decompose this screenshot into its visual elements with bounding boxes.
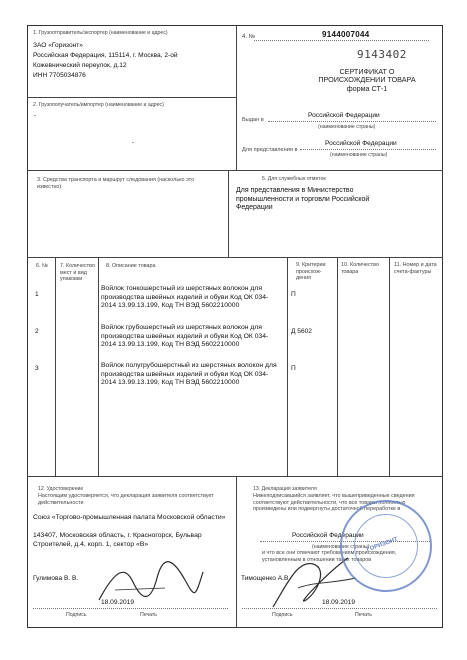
box12-signer: Гулимова В. В.: [33, 575, 79, 582]
divider-box2-box3: [27, 170, 443, 171]
col-header-packages: 7. Количество мест и вид упаковки: [60, 263, 95, 283]
box13-tail: и что все они отвечают требованиям происхождения, установленным в отношении таких товаров: [262, 550, 397, 563]
box13-signer: Тимощенко А.В.: [241, 575, 291, 582]
box12-description: Настоящим удостоверяется, что декларация заявителя соответствует действительности: [38, 493, 214, 506]
box12-address: 143407, Московская область, г. Красногорск, Бульвар Строителей, д.4, корп. 1, сектор «В»: [33, 532, 202, 548]
col-header-quantity: 10. Количество товара: [341, 262, 379, 275]
box13-sign-hint: Подпись: [272, 612, 293, 618]
present-label: Для представления в: [242, 147, 298, 153]
box5-text: Для представления в Министерство промышленности и торговли Российской Федерации: [236, 187, 370, 212]
box5-label: 5. Для служебных отметок: [262, 176, 326, 182]
box4-number-label: 4. №: [242, 34, 256, 40]
box12-date: 18.09.2019: [101, 599, 135, 606]
box13-stamp-hint: Печать: [355, 612, 372, 618]
box2-mark-2: -: [132, 139, 135, 146]
col-header-number: 6. №: [36, 263, 48, 269]
box12-stamp-hint: Печать: [140, 612, 157, 618]
present-dotted-line: [300, 149, 436, 150]
box1-line-4: ИНН 7705034876: [33, 72, 86, 79]
certificate-title: СЕРТИФИКАТ О ПРОИСХОЖДЕНИИ ТОВАРА форма СТ-1: [318, 67, 416, 93]
col-header-description: 8. Описание товара: [106, 263, 156, 269]
box1-label: 1. Грузоотправитель/экспортер (наименование и адрес): [33, 30, 168, 36]
col-divider-10: [337, 257, 338, 476]
col-divider-9: [287, 257, 288, 476]
box2-label: 2. Грузополучатель/импортер (наименование и адрес): [33, 102, 164, 108]
issued-country-hint: (наименование страны): [318, 124, 376, 130]
col-divider-11: [389, 257, 390, 476]
box13-description: Нижеподписавшийся заявляет, что вышеприведенные сведения соответствуют действительности, что все товары полностью произведены или подвергнуты достаточной переработке в: [253, 493, 415, 513]
present-country: Российской Федерации: [325, 140, 397, 147]
stamp-label: ГОРИЗОНТ: [365, 536, 399, 554]
row-2-number: 2: [35, 328, 39, 335]
box13-country: Российской Федерации: [292, 532, 364, 539]
divider-goods-box12: [27, 476, 443, 477]
box1-line-3: Кожевнический переулок, д.12: [33, 62, 127, 69]
box1-line-1: ЗАО «Горизонт»: [33, 42, 83, 49]
box12-sign-hint: Подпись: [66, 612, 87, 618]
row-2-description: Войлок грубошерстный из шерстяных волокон для производства швейных изделий и обуви Код ОК 034-2014 13.99.13.199, Код ТН ВЭД 5602210000: [101, 324, 269, 349]
divider-box3-box5: [228, 170, 229, 257]
row-3-number: 3: [35, 365, 39, 372]
row-3-criterion: П: [291, 365, 296, 372]
col-divider-7: [55, 257, 56, 476]
box13-country-hint: (наименование страны): [312, 544, 370, 550]
divider-box1-box2: [27, 97, 236, 98]
row-3-description: Войлок полугрубошерстный из шерстяных волокон для производства швейных изделий и обуви Код ОК 034-2014 13.99.13.199, Код ТН ВЭД 5602210000: [101, 362, 277, 387]
row-2-criterion: Д 5602: [291, 328, 312, 335]
divider-top-vertical: [236, 25, 237, 170]
box13-date: 18.09.2019: [322, 599, 356, 606]
col-header-criteria: 9. Критерии происхож-дения: [296, 262, 326, 282]
row-1-number: 1: [35, 291, 39, 298]
company-stamp: [340, 500, 432, 592]
row-1-description: Войлок тонкошерстный из шерстяных волокон для производства швейных изделий и обуви Код ОК 034-2014 13.99.13.199, Код ТН ВЭД 5602210000: [101, 285, 269, 310]
divider-box3-goods: [27, 257, 443, 258]
divider-box12-box13: [236, 476, 237, 628]
serial-number: 9144007044: [322, 30, 370, 39]
box13-label: 13. Декларация заявителя: [253, 486, 317, 492]
issued-label: Выдан в: [242, 117, 264, 123]
box3-label: 3. Средства транспорта и маршрут следования (насколько это известно): [37, 177, 195, 190]
box12-label: 12. Удостоверение: [38, 486, 84, 492]
signature-chamber: [95, 560, 205, 610]
serial-dotted-line: [254, 40, 429, 41]
col-divider-8: [98, 257, 99, 476]
issued-dotted-line: [268, 121, 436, 122]
col-header-invoice: 11. Номер и дата счета-фактуры: [394, 262, 437, 275]
issued-country: Российской Федерации: [308, 112, 380, 119]
box1-line-2: Российская Федерация, 115114, г. Москва, 2-ой: [33, 52, 178, 59]
box12-organization: Союз «Торгово-промышленная палата Московской области»: [33, 514, 226, 521]
row-1-criterion: П: [291, 291, 296, 298]
present-country-hint: (наименование страны): [330, 152, 388, 158]
box2-mark: -: [34, 112, 37, 119]
handwritten-number: 9143402: [357, 48, 407, 61]
